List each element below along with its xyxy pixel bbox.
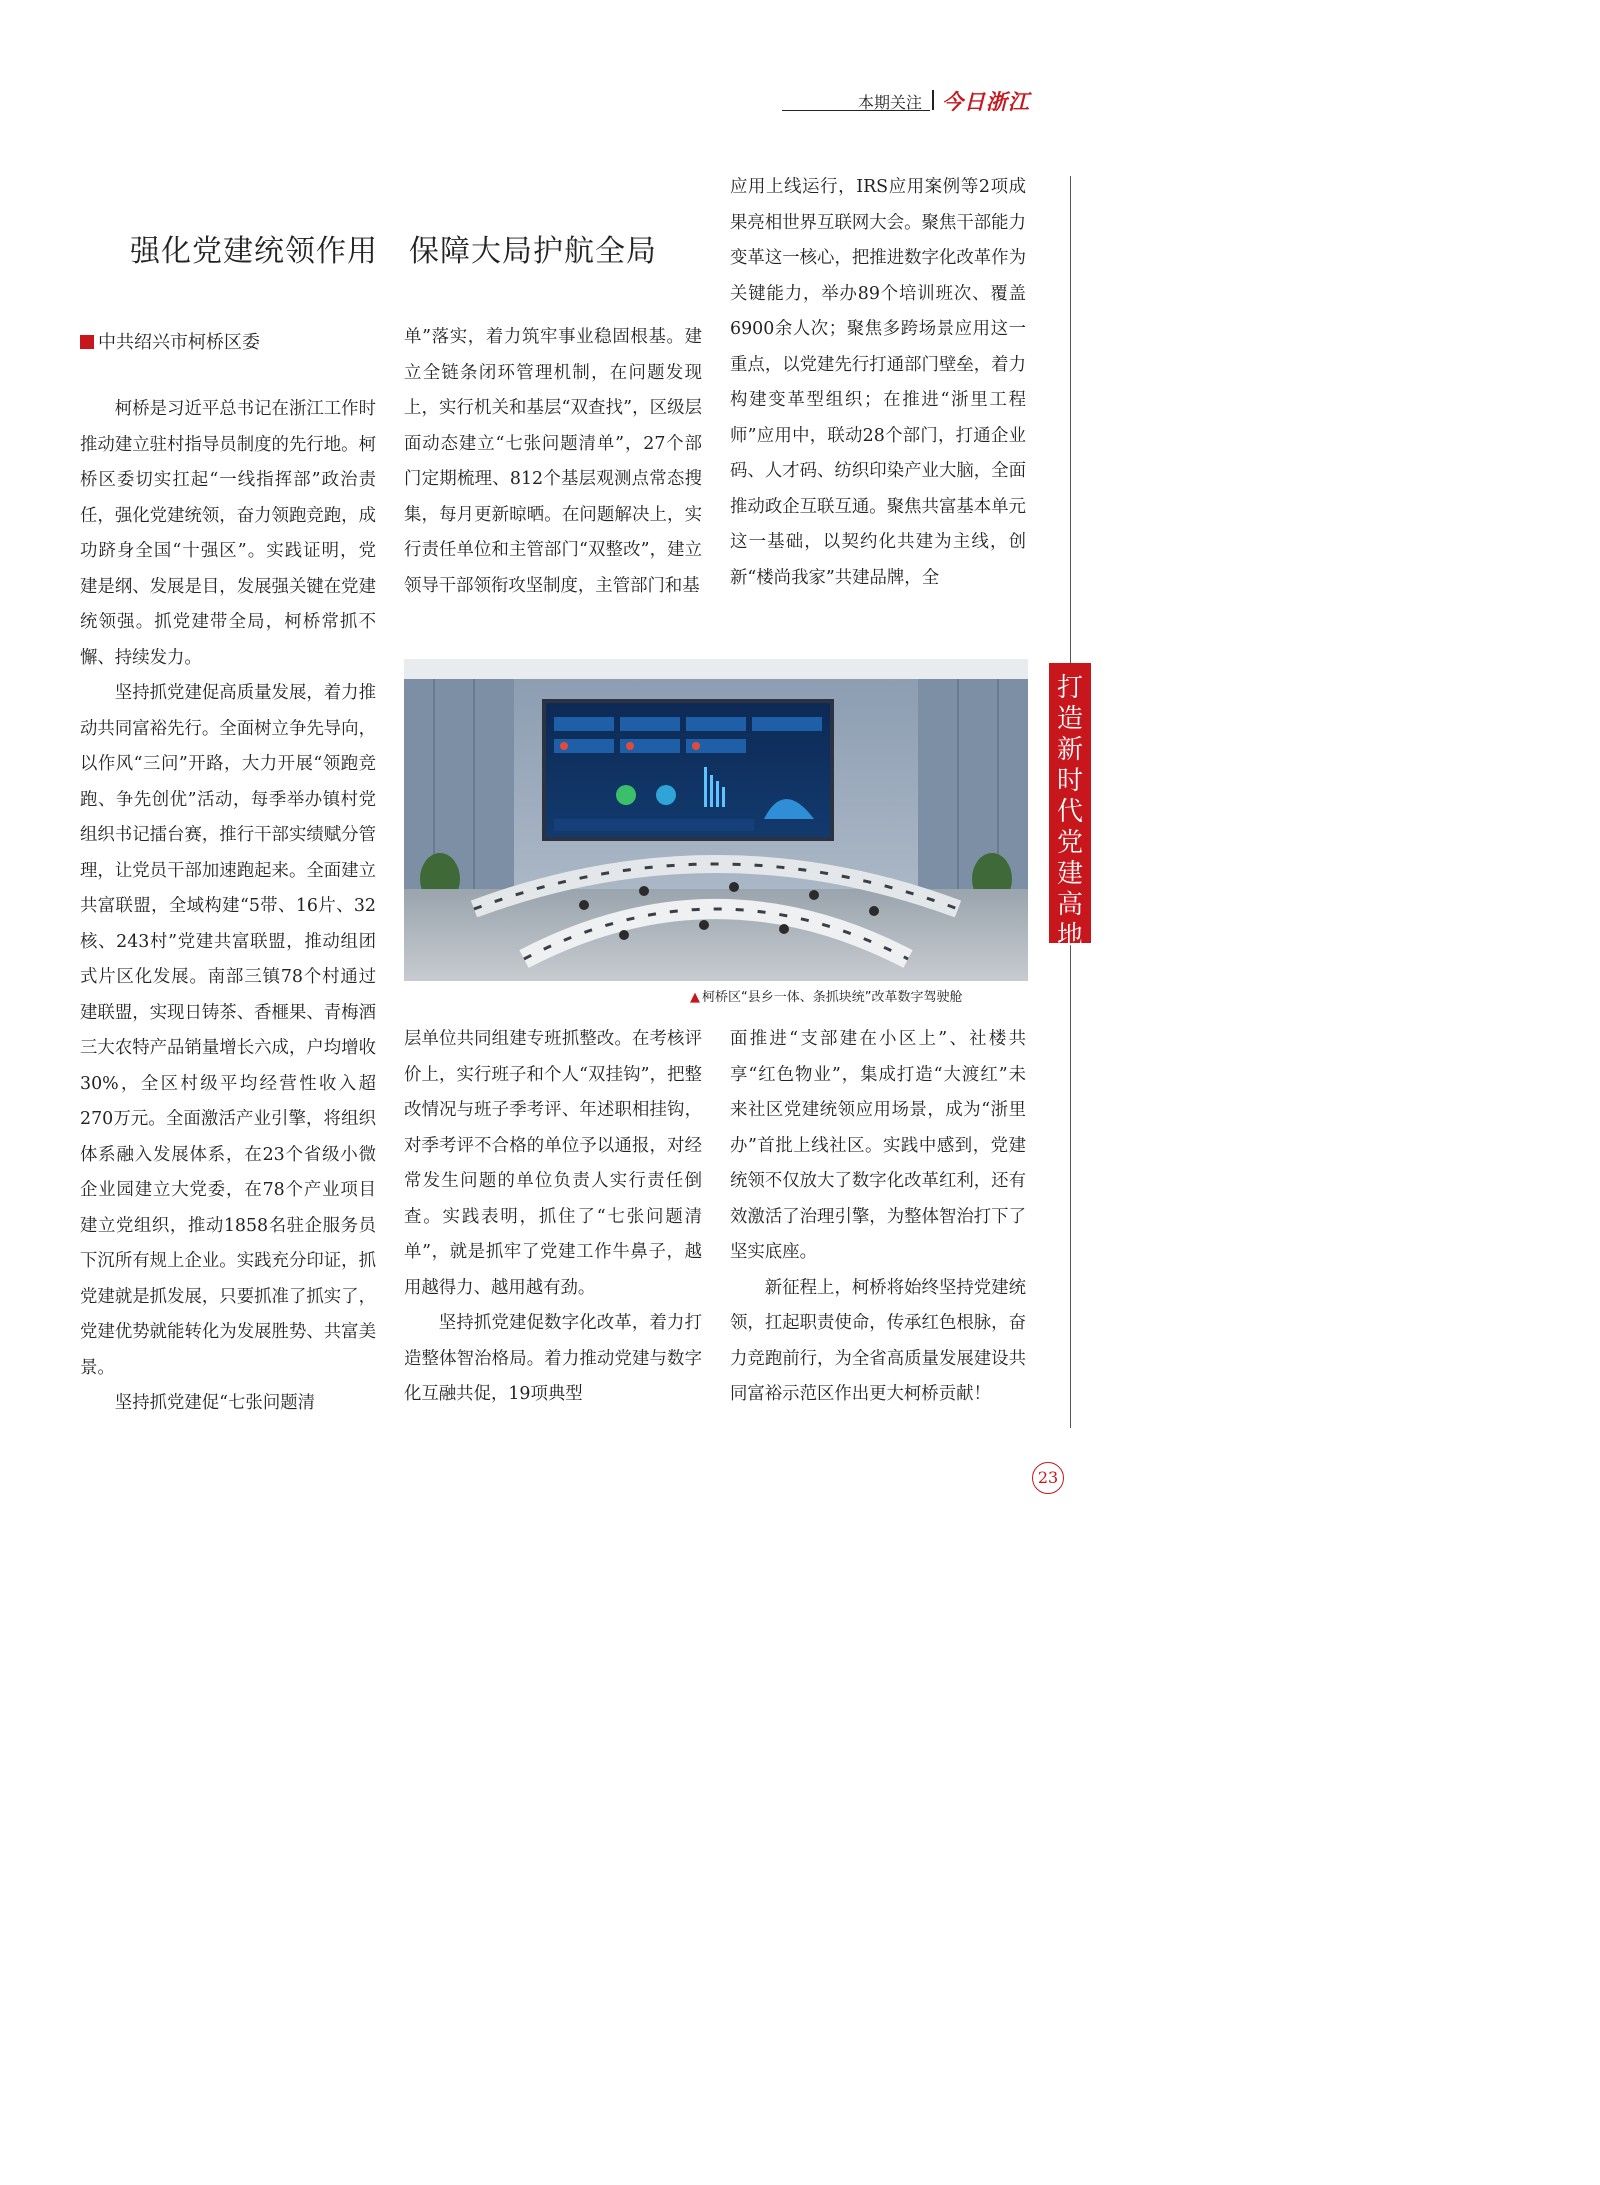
sidebar-char: 代 [1056,797,1083,827]
column-3-top [730,170,1026,596]
column-2-bottom [404,1022,702,1413]
caption-text: 柯桥区“县乡一体、条抓块统”改革数字驾驶舱 [702,990,963,1005]
magazine-logo: 今日浙江 [942,89,1030,114]
paragraph: 坚持抓党建促高质量发展，着力推动共同富裕先行。全面树立争先导向，以作风“三问”开路，大力开展“领跑竞跑、争先创优”活动，每季举办镇村党组织书记擂台赛，推行干部实绩赋分管理，让党员干部加速跑起来。全面建立共富联盟，全域构建“5带、16片、32核、243村”党建共富联盟，推动组团式片区化发展。南部三镇78个村通过建联盟，实现日铸茶、香榧果、青梅酒三大农特产品销量增长六成，户均增收30%，全区村级平均经营性收入超270万元。全面激活产业引擎，将组织体系融入发展体系，在23个省级小微企业园建立大党委，在78个产业项目建立党组织，推动1858名驻企服务员下沉所有规上企业。实践充分印证，抓党建就是抓发展，只要抓准了抓实了，党建优势就能转化为发展胜势、共富美景。 [80,683,376,1378]
paragraph: 坚持抓党建促数字化改革，着力打造整体智治格局。着力推动党建与数字化互融共促，19项典型 [404,1313,702,1404]
sidebar-char: 高 [1056,890,1083,920]
page-number: 23 [1032,1462,1064,1494]
column-1 [80,392,376,1422]
paragraph: 柯桥是习近平总书记在浙江工作时推动建立驻村指导员制度的先行地。柯桥区委切实扛起“一线指挥部”政治责任，强化党建统领，奋力领跑竞跑，成功跻身全国“十强区”。实践证明，党建是纲、发展是目，发展强关键在党建统领强。抓党建带全局，柯桥常抓不懈、持续发力。 [80,399,376,668]
column-2-top [404,320,702,604]
page-header [782,88,1032,112]
paragraph: 坚持抓党建促“七张问题清 [114,1393,315,1413]
sidebar-char: 党 [1056,828,1083,858]
sidebar-char: 时 [1056,766,1083,796]
sidebar-char: 建 [1056,859,1083,889]
paragraph: 层单位共同组建专班抓整改。在考核评价上，实行班子和个人“双挂钩”，把整改情况与班子季考评、年述职相挂钩，对季考评不合格的单位予以通报，对经常发生问题的单位负责人实行责任倒查。实践表明，抓住了“七张问题清单”，就是抓牢了党建工作牛鼻子，越用越得力、越用越有劲。 [404,1029,702,1298]
sidebar-char: 地 [1056,921,1083,951]
byline-text: 中共绍兴市柯桥区委 [98,332,260,353]
paragraph: 面推进“支部建在小区上”、社楼共享“红色物业”，集成打造“大渡红”未来社区党建统领应用场景，成为“浙里办”首批上线社区。实践中感到，党建统领不仅放大了数字化改革红利，还有效激活了治理引擎，为整体智治打下了坚实底座。 [730,1029,1026,1262]
sidebar-char: 新 [1056,735,1083,765]
red-square-icon [80,335,94,349]
sidebar-char: 打 [1056,673,1083,703]
paragraph: 应用上线运行，IRS应用案例等2项成果亮相世界互联网大会。聚焦干部能力变革这一核心，把推进数字化改革作为关键能力，举办89个培训班次、覆盖6900余人次；聚焦多跨场景应用这一重点，以党建先行打通部门壁垒，着力构建变革型组织；在推进“浙里工程师”应用中，联动28个部门，打通企业码、人才码、纺织印染产业大脑，全面推动政企互联互通。聚焦共富基本单元这一基础，以契约化共建为主线，创新“楼尚我家”共建品牌，全 [730,177,1026,588]
column-name: 本期关注 [858,93,923,112]
paragraph: 新征程上，柯桥将始终坚持党建统领，扛起职责使命，传承红色根脉，奋力竞跑前行，为全省高质量发展建设共同富裕示范区作出更大柯桥贡献！ [730,1277,1026,1404]
section-sidebar-label [1049,663,1091,951]
article-title: 强化党建统领作用 保障大局护航全局 [130,234,657,269]
column-3-bottom [730,1022,1026,1413]
paragraph: 单”落实，着力筑牢事业稳固根基。建立全链条闭环管理机制，在问题发现上，实行机关和基层“双查找”，区级层面动态建立“七张问题清单”，27个部门定期梳理、812个基层观测点常态搜集，每月更新晾晒。在问题解决上，实行责任单位和主管部门“双整改”，建立领导干部领衔攻坚制度，主管部门和基 [404,327,702,596]
control-room-illustration [404,659,1028,981]
triangle-icon: ▲ [690,990,700,1005]
article-photo [404,659,1028,981]
header-divider [932,90,934,110]
sidebar-char: 造 [1056,704,1083,734]
byline [80,328,260,354]
photo-caption [690,986,962,1005]
